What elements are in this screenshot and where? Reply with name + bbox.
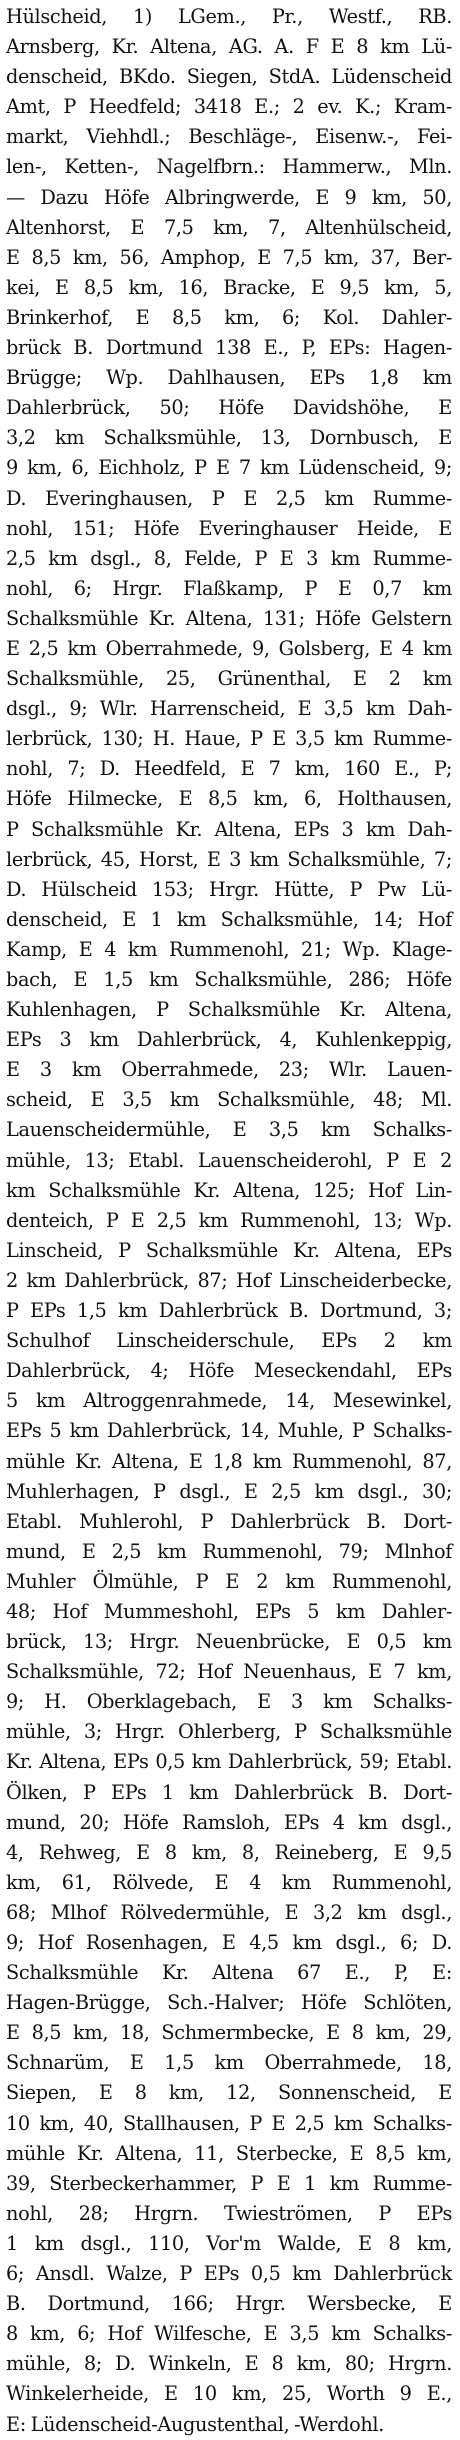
text-line: Ölken, P EPs 1 km Dahlerbrück B. Dort- — [6, 1780, 452, 1804]
text-line: Muhler Ölmühle, P E 2 km Rummenohl, — [6, 1569, 452, 1593]
text-line: Brinkerhof, E 8,5 km, 6; Kol. Dahler- — [6, 305, 452, 329]
text-line: 2,5 km dsgl., 8, Felde, P E 3 km Rumme- — [6, 546, 452, 570]
text-line: Höfe Hilmecke, E 8,5 km, 6, Holthausen, — [6, 787, 452, 811]
text-line: EPs 3 km Dahlerbrück, 4, Kuhlenkeppig, — [6, 1028, 452, 1052]
text-line: bach, E 1,5 km Schalksmühle, 286; Höfe — [6, 968, 452, 991]
text-line: Dahlerbrück, 50; Höfe Davidshöhe, E — [6, 396, 452, 420]
text-line: Schalksmühle Kr. Altena 67 E., P, E: — [6, 1961, 452, 1985]
text-line: 8 km, 6; Hof Wilfesche, E 3,5 km Schalks- — [6, 2322, 452, 2346]
text-line: mühle, 13; Etabl. Lauenscheiderohl, P E 2 — [6, 1148, 452, 1172]
text-line: denscheid, E 1 km Schalksmühle, 14; Hof — [6, 907, 452, 931]
text-line: 6; Ansdl. Walze, P EPs 0,5 km Dahlerbrück — [6, 2262, 452, 2286]
text-line: Schulhof Linscheiderschule, EPs 2 km — [6, 1329, 452, 1353]
text-line: EPs 5 km Dahlerbrück, 14, Muhle, P Schalks- — [6, 1419, 452, 1443]
text-line: 3,2 km Schalksmühle, 13, Dornbusch, E — [6, 426, 452, 450]
text-line: mühle, 3; Hrgr. Ohlerberg, P Schalksmühle — [6, 1720, 452, 1744]
text-line: Linscheid, P Schalksmühle Kr. Altena, EPs — [6, 1238, 452, 1262]
text-line: 68; Mlhof Rölvedermühle, E 3,2 km dsgl., — [6, 1900, 452, 1924]
text-line: P Schalksmühle Kr. Altena, EPs 3 km Dah- — [6, 817, 452, 841]
text-line: 9; H. Oberklagebach, E 3 km Schalks- — [6, 1690, 452, 1714]
text-line: brück B. Dortmund 138 E., P, EPs: Hagen- — [6, 336, 452, 360]
text-line: B. Dortmund, 166; Hrgr. Wersbecke, E — [6, 2292, 452, 2316]
text-line: Winkelerheide, E 10 km, 25, Worth 9 E., — [6, 2382, 452, 2406]
text-line: nohl, 7; D. Heedfeld, E 7 km, 160 E., P; — [6, 757, 452, 781]
text-line: len-, Ketten-, Nagelfbrn.: Hammerw., Mln. — [6, 155, 452, 179]
text-line: 10 km, 40, Stallhausen, P E 2,5 km Schalks- — [6, 2111, 452, 2135]
text-line: E 2,5 km Oberrahmede, 9, Golsberg, E 4 km — [6, 636, 452, 660]
text-line: km Schalksmühle Kr. Altena, 125; Hof Lin- — [6, 1178, 452, 1202]
text-line: 48; Hof Mummeshohl, EPs 5 km Dahler- — [6, 1599, 452, 1623]
text-line: 1 km dsgl., 110, Vor'm Walde, E 8 km, — [6, 2231, 452, 2255]
text-line: mund, 20; Höfe Ramsloh, EPs 4 km dsgl., — [6, 1810, 452, 1834]
text-line: Hülscheid, 1) LGem., Pr., Westf., RB. — [6, 5, 452, 28]
text-line: D. Hülscheid 153; Hrgr. Hütte, P Pw Lü- — [6, 877, 452, 901]
text-line: D. Everinghausen, P E 2,5 km Rumme- — [6, 486, 452, 510]
text-line: mund, E 2,5 km Rummenohl, 79; Mlnhof — [6, 1539, 452, 1563]
text-line: E: Lüdenscheid-Augustenthal, -Werdohl. — [6, 2412, 384, 2436]
text-line: Hagen-Brügge, Sch.-Halver; Höfe Schlöten, — [6, 1991, 452, 2015]
text-line: denscheid, BKdo. Siegen, StdA. Lüdenscheid — [6, 65, 452, 89]
text-line: Amt, P Heedfeld; 3418 E.; 2 ev. K.; Kram- — [6, 95, 452, 119]
text-line: Schalksmühle, 72; Hof Neuenhaus, E 7 km, — [6, 1660, 452, 1684]
text-line: nohl, 151; Höfe Everinghauser Heide, E — [6, 516, 452, 540]
text-line: nohl, 6; Hrgr. Flaßkamp, P E 0,7 km — [6, 576, 452, 600]
text-line: nohl, 28; Hrgrn. Twieströmen, P EPs — [6, 2201, 452, 2225]
text-line: lerbrück, 130; H. Haue, P E 3,5 km Rumme- — [6, 727, 452, 751]
text-line: scheid, E 3,5 km Schalksmühle, 48; Ml. — [6, 1088, 452, 1112]
text-line: E 8,5 km, 18, Schmermbecke, E 8 km, 29, — [6, 2021, 452, 2045]
gazetteer-entry-huelscheid — [6, 2, 452, 2440]
text-line: — Dazu Höfe Albringwerde, E 9 km, 50, — [6, 185, 452, 209]
text-line: mühle, 8; D. Winkeln, E 8 km, 80; Hrgrn. — [6, 2352, 452, 2376]
text-line: Kamp, E 4 km Rummenohl, 21; Wp. Klage- — [6, 937, 452, 961]
text-line: Schalksmühle Kr. Altena, 131; Höfe Gelstern — [6, 606, 452, 630]
text-line: Dahlerbrück, 4; Höfe Meseckendahl, EPs — [6, 1359, 452, 1383]
text-line: markt, Viehhdl.; Beschläge-, Eisenw.-, Fei- — [6, 125, 452, 149]
text-line: 5 km Altroggenrahmede, 14, Mesewinkel, — [6, 1389, 452, 1413]
text-line: E 3 km Oberrahmede, 23; Wlr. Lauen- — [6, 1058, 452, 1082]
text-line: mühle Kr. Altena, 11, Sterbecke, E 8,5 km, — [6, 2141, 452, 2165]
text-line: E 8,5 km, 56, Amphop, E 7,5 km, 37, Ber- — [6, 245, 452, 269]
text-line: Siepen, E 8 km, 12, Sonnenscheid, E — [6, 2081, 452, 2105]
text-line: mühle Kr. Altena, E 1,8 km Rummenohl, 87, — [6, 1449, 452, 1473]
text-line: lerbrück, 45, Horst, E 3 km Schalksmühle, 7; — [6, 847, 452, 871]
text-line: Schalksmühle, 25, Grünenthal, E 2 km — [6, 667, 452, 691]
text-line: 9; Hof Rosenhagen, E 4,5 km dsgl., 6; D. — [6, 1931, 452, 1954]
text-line: 2 km Dahlerbrück, 87; Hof Linscheiderbecke, — [6, 1268, 452, 1292]
text-line: Brügge; Wp. Dahlhausen, EPs 1,8 km — [6, 366, 452, 390]
text-line: Kuhlenhagen, P Schalksmühle Kr. Altena, — [6, 998, 452, 1022]
text-line: Arnsberg, Kr. Altena, AG. A. F E 8 km Lü- — [6, 35, 452, 59]
text-line: P EPs 1,5 km Dahlerbrück B. Dortmund, 3; — [6, 1299, 452, 1323]
text-line: Schnarüm, E 1,5 km Oberrahmede, 18, — [6, 2051, 452, 2075]
text-line: 39, Sterbeckerhammer, P E 1 km Rumme- — [6, 2171, 452, 2195]
text-line: Kr. Altena, EPs 0,5 km Dahlerbrück, 59; Etabl. — [6, 1750, 452, 1774]
text-line: kei, E 8,5 km, 16, Bracke, E 9,5 km, 5, — [6, 275, 452, 299]
text-line: km, 61, Rölvede, E 4 km Rummenohl, — [6, 1870, 452, 1894]
text-line: brück, 13; Hrgr. Neuenbrücke, E 0,5 km — [6, 1630, 452, 1654]
text-line: Etabl. Muhlerohl, P Dahlerbrück B. Dort- — [6, 1509, 452, 1533]
text-line: Lauenscheidermühle, E 3,5 km Schalks- — [6, 1118, 452, 1142]
text-line: Altenhorst, E 7,5 km, 7, Altenhülscheid, — [6, 215, 452, 239]
text-line: denteich, P E 2,5 km Rummenohl, 13; Wp. — [6, 1208, 452, 1232]
text-line: 9 km, 6, Eichholz, P E 7 km Lüdenscheid, 9; — [6, 456, 452, 480]
text-line: dsgl., 9; Wlr. Harrenscheid, E 3,5 km Dah- — [6, 697, 452, 721]
text-line: 4, Rehweg, E 8 km, 8, Reineberg, E 9,5 — [6, 1840, 452, 1864]
text-line: Muhlerhagen, P dsgl., E 2,5 km dsgl., 30; — [6, 1479, 452, 1503]
